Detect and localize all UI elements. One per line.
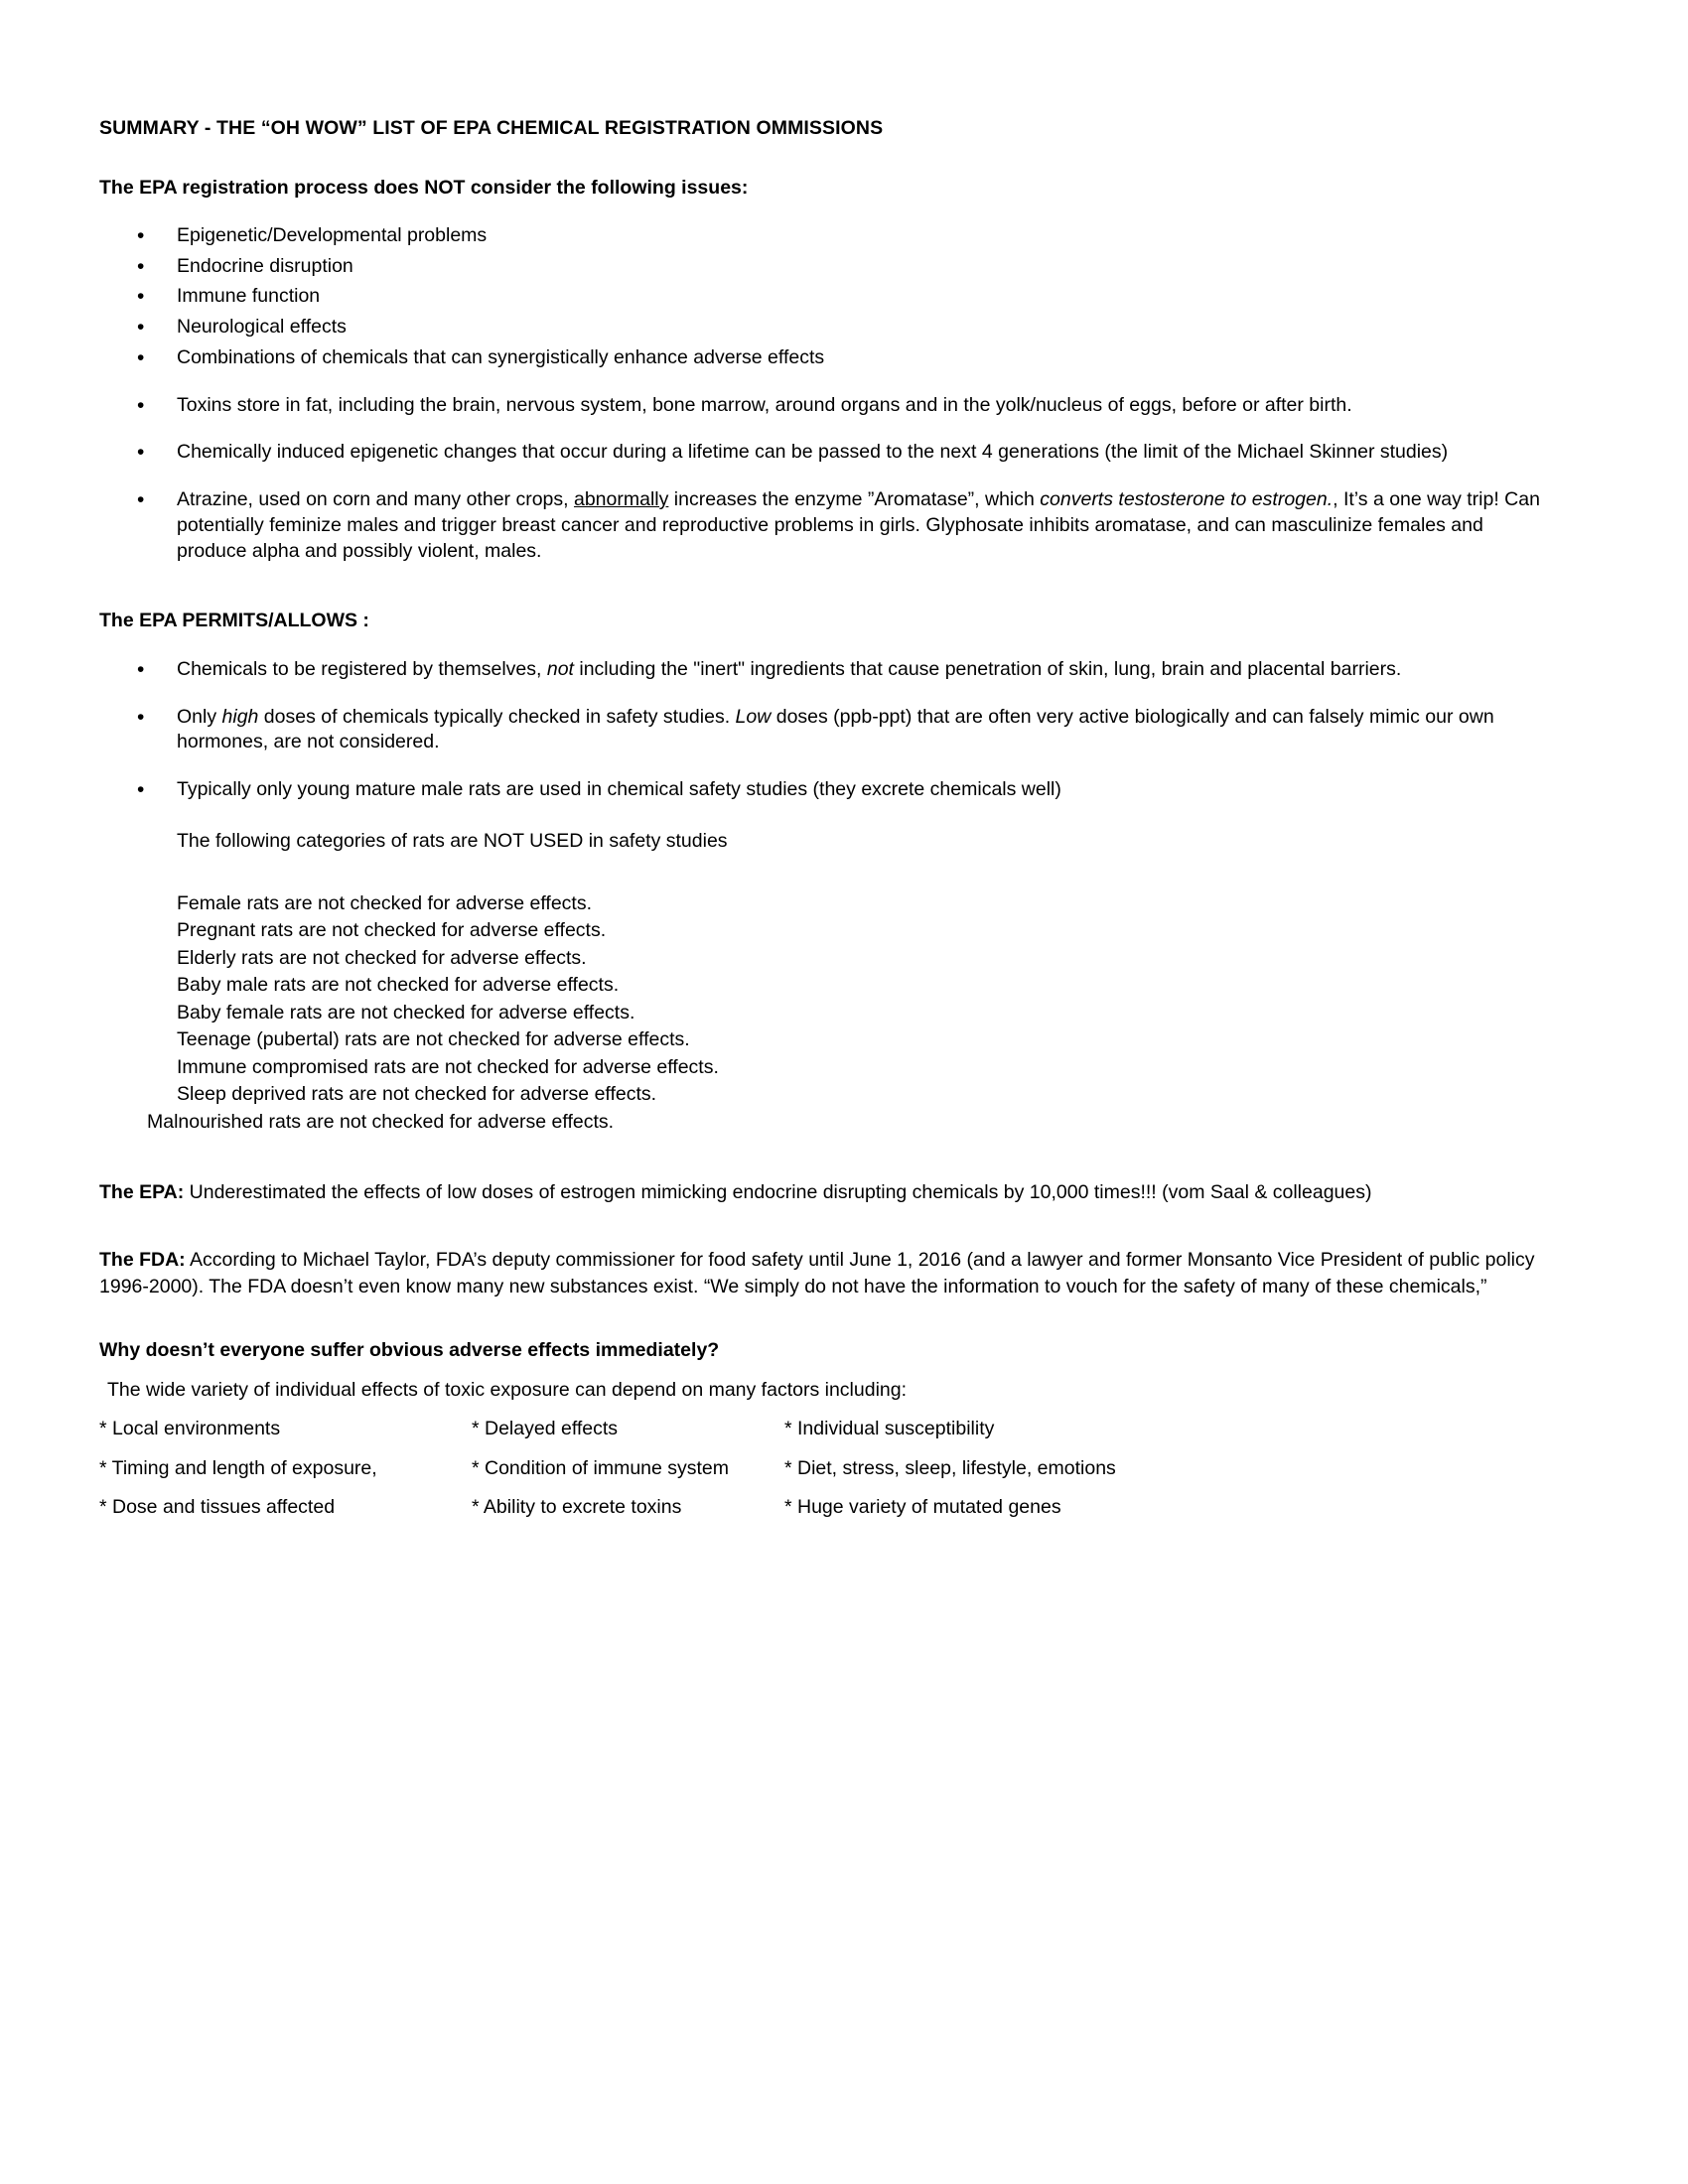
- fda-label: The FDA:: [99, 1248, 186, 1271]
- list-item: • Neurological effects: [99, 315, 1549, 341]
- doses-part2: doses of chemicals typically checked in safety studies.: [258, 705, 736, 728]
- inert-part1: Chemicals to be registered by themselves,: [177, 657, 547, 680]
- rat-item: Pregnant rats are not checked for adverse effects.: [177, 919, 607, 942]
- factor-cell: * Timing and length of exposure,: [99, 1456, 377, 1479]
- list-item: • Toxins store in fat, including the brain, nervous system, bone marrow, around organs and in the yolk/nucleus of eggs, before or after birth.: [99, 393, 1549, 419]
- list-item: • Combinations of chemicals that can synergistically enhance adverse effects: [99, 345, 1549, 371]
- fda-paragraph: [99, 1247, 1549, 1301]
- page-title: SUMMARY - THE “OH WOW” LIST OF EPA CHEMICAL REGISTRATION OMMISSIONS: [99, 117, 884, 139]
- list-item-inert-ingredients: [99, 657, 1549, 683]
- epa-label: The EPA:: [99, 1181, 185, 1204]
- factors-table: [99, 1420, 1549, 1518]
- fda-text: According to Michael Taylor, FDA’s deputy commissioner for food safety until June 1, 2016 (and a lawyer and former Monsanto Vice President of public policy 1996-2000). The FDA doesn’t even know many new substances exist. “We simply do not have the information to vouch for the safety of many of these chemicals,”: [99, 1248, 1535, 1298]
- atrazine-text-part1: Atrazine, used on corn and many other crops,: [177, 488, 574, 511]
- factors-row: [99, 1456, 1549, 1479]
- rat-item: Female rats are not checked for adverse effects.: [177, 891, 593, 914]
- rat-item: Baby female rats are not checked for adverse effects.: [177, 1001, 635, 1024]
- inert-part2: including the "inert" ingredients that cause penetration of skin, lung, brain and placental barriers.: [573, 657, 1402, 680]
- list-item: • Immune function: [99, 284, 1549, 310]
- factor-cell: * Local environments: [99, 1418, 281, 1440]
- doses-part3: doses (ppb-ppt) that are often very active biologically and can falsely mimic our own hormones, are not considered.: [177, 705, 1494, 753]
- atrazine-italic: converts testosterone to estrogen.: [1040, 488, 1334, 511]
- factor-cell: * Individual susceptibility: [784, 1418, 995, 1440]
- atrazine-text-part3: , It’s a one way trip! Can potentially feminize males and trigger breast cancer and reproductive problems in girls. Glyphosate inhibits aromatase, and can masculinize females and produce alpha and possibly violent, males.: [177, 488, 1540, 562]
- rat-item: Teenage (pubertal) rats are not checked for adverse effects.: [177, 1028, 690, 1051]
- section-heading-why-not-everyone: Why doesn’t everyone suffer obvious adverse effects immediately?: [99, 1339, 720, 1362]
- rat-item: Malnourished rats are not checked for adverse effects.: [147, 1110, 615, 1133]
- list-item: • Epigenetic/Developmental problems: [99, 223, 1549, 249]
- factors-row: [99, 1498, 1549, 1518]
- factor-cell: * Delayed effects: [472, 1418, 619, 1440]
- list-item: • Endocrine disruption: [99, 254, 1549, 280]
- epa-permits-list: [99, 657, 1549, 803]
- epa-underestimate-paragraph: [99, 1179, 1549, 1207]
- doses-italic-low: Low: [735, 705, 772, 728]
- section-heading-epa-permits: The EPA PERMITS/ALLOWS :: [99, 610, 369, 632]
- section-heading-epa-not-consider: The EPA registration process does NOT consider the following issues:: [99, 176, 749, 199]
- factor-cell: * Diet, stress, sleep, lifestyle, emotions: [784, 1456, 1116, 1479]
- doses-part1: Only: [177, 705, 222, 728]
- rat-item: Elderly rats are not checked for adverse effects.: [177, 946, 587, 969]
- rats-not-used-note: The following categories of rats are NOT USED in safety studies: [177, 829, 728, 852]
- factors-intro: The wide variety of individual effects of toxic exposure can depend on many factors including:: [107, 1378, 908, 1401]
- list-item: • Chemically induced epigenetic changes that occur during a lifetime can be passed to the next 4 generations (the limit of the Michael Skinner studies): [99, 440, 1549, 466]
- factor-cell: * Condition of immune system: [472, 1456, 730, 1479]
- doses-italic-high: high: [221, 705, 259, 728]
- factor-cell: * Huge variety of mutated genes: [784, 1496, 1061, 1519]
- factor-cell: * Dose and tissues affected: [99, 1496, 336, 1519]
- list-item-doses: [99, 705, 1549, 755]
- inert-italic: not: [546, 657, 574, 680]
- rat-item: Sleep deprived rats are not checked for adverse effects.: [177, 1083, 657, 1106]
- factors-row: [99, 1420, 1549, 1439]
- atrazine-emphasis: abnormally: [573, 488, 669, 511]
- factor-cell: * Ability to excrete toxins: [472, 1496, 682, 1519]
- atrazine-text-part2: increases the enzyme ”Aromatase”, which: [668, 488, 1041, 511]
- epa-not-consider-list: [99, 223, 1549, 564]
- document-body: [99, 119, 1549, 1518]
- list-item-atrazine: [99, 487, 1549, 564]
- epa-text: Underestimated the effects of low doses of estrogen mimicking endocrine disrupting chemicals by 10,000 times!!! (vom Saal & colleagues): [184, 1181, 1372, 1204]
- list-item-male-rats: • Typically only young mature male rats are used in chemical safety studies (they excrete chemicals well): [99, 777, 1549, 803]
- rat-item: Immune compromised rats are not checked for adverse effects.: [177, 1055, 719, 1078]
- rat-categories-list: [99, 891, 1549, 1133]
- rat-item: Baby male rats are not checked for adverse effects.: [177, 974, 620, 997]
